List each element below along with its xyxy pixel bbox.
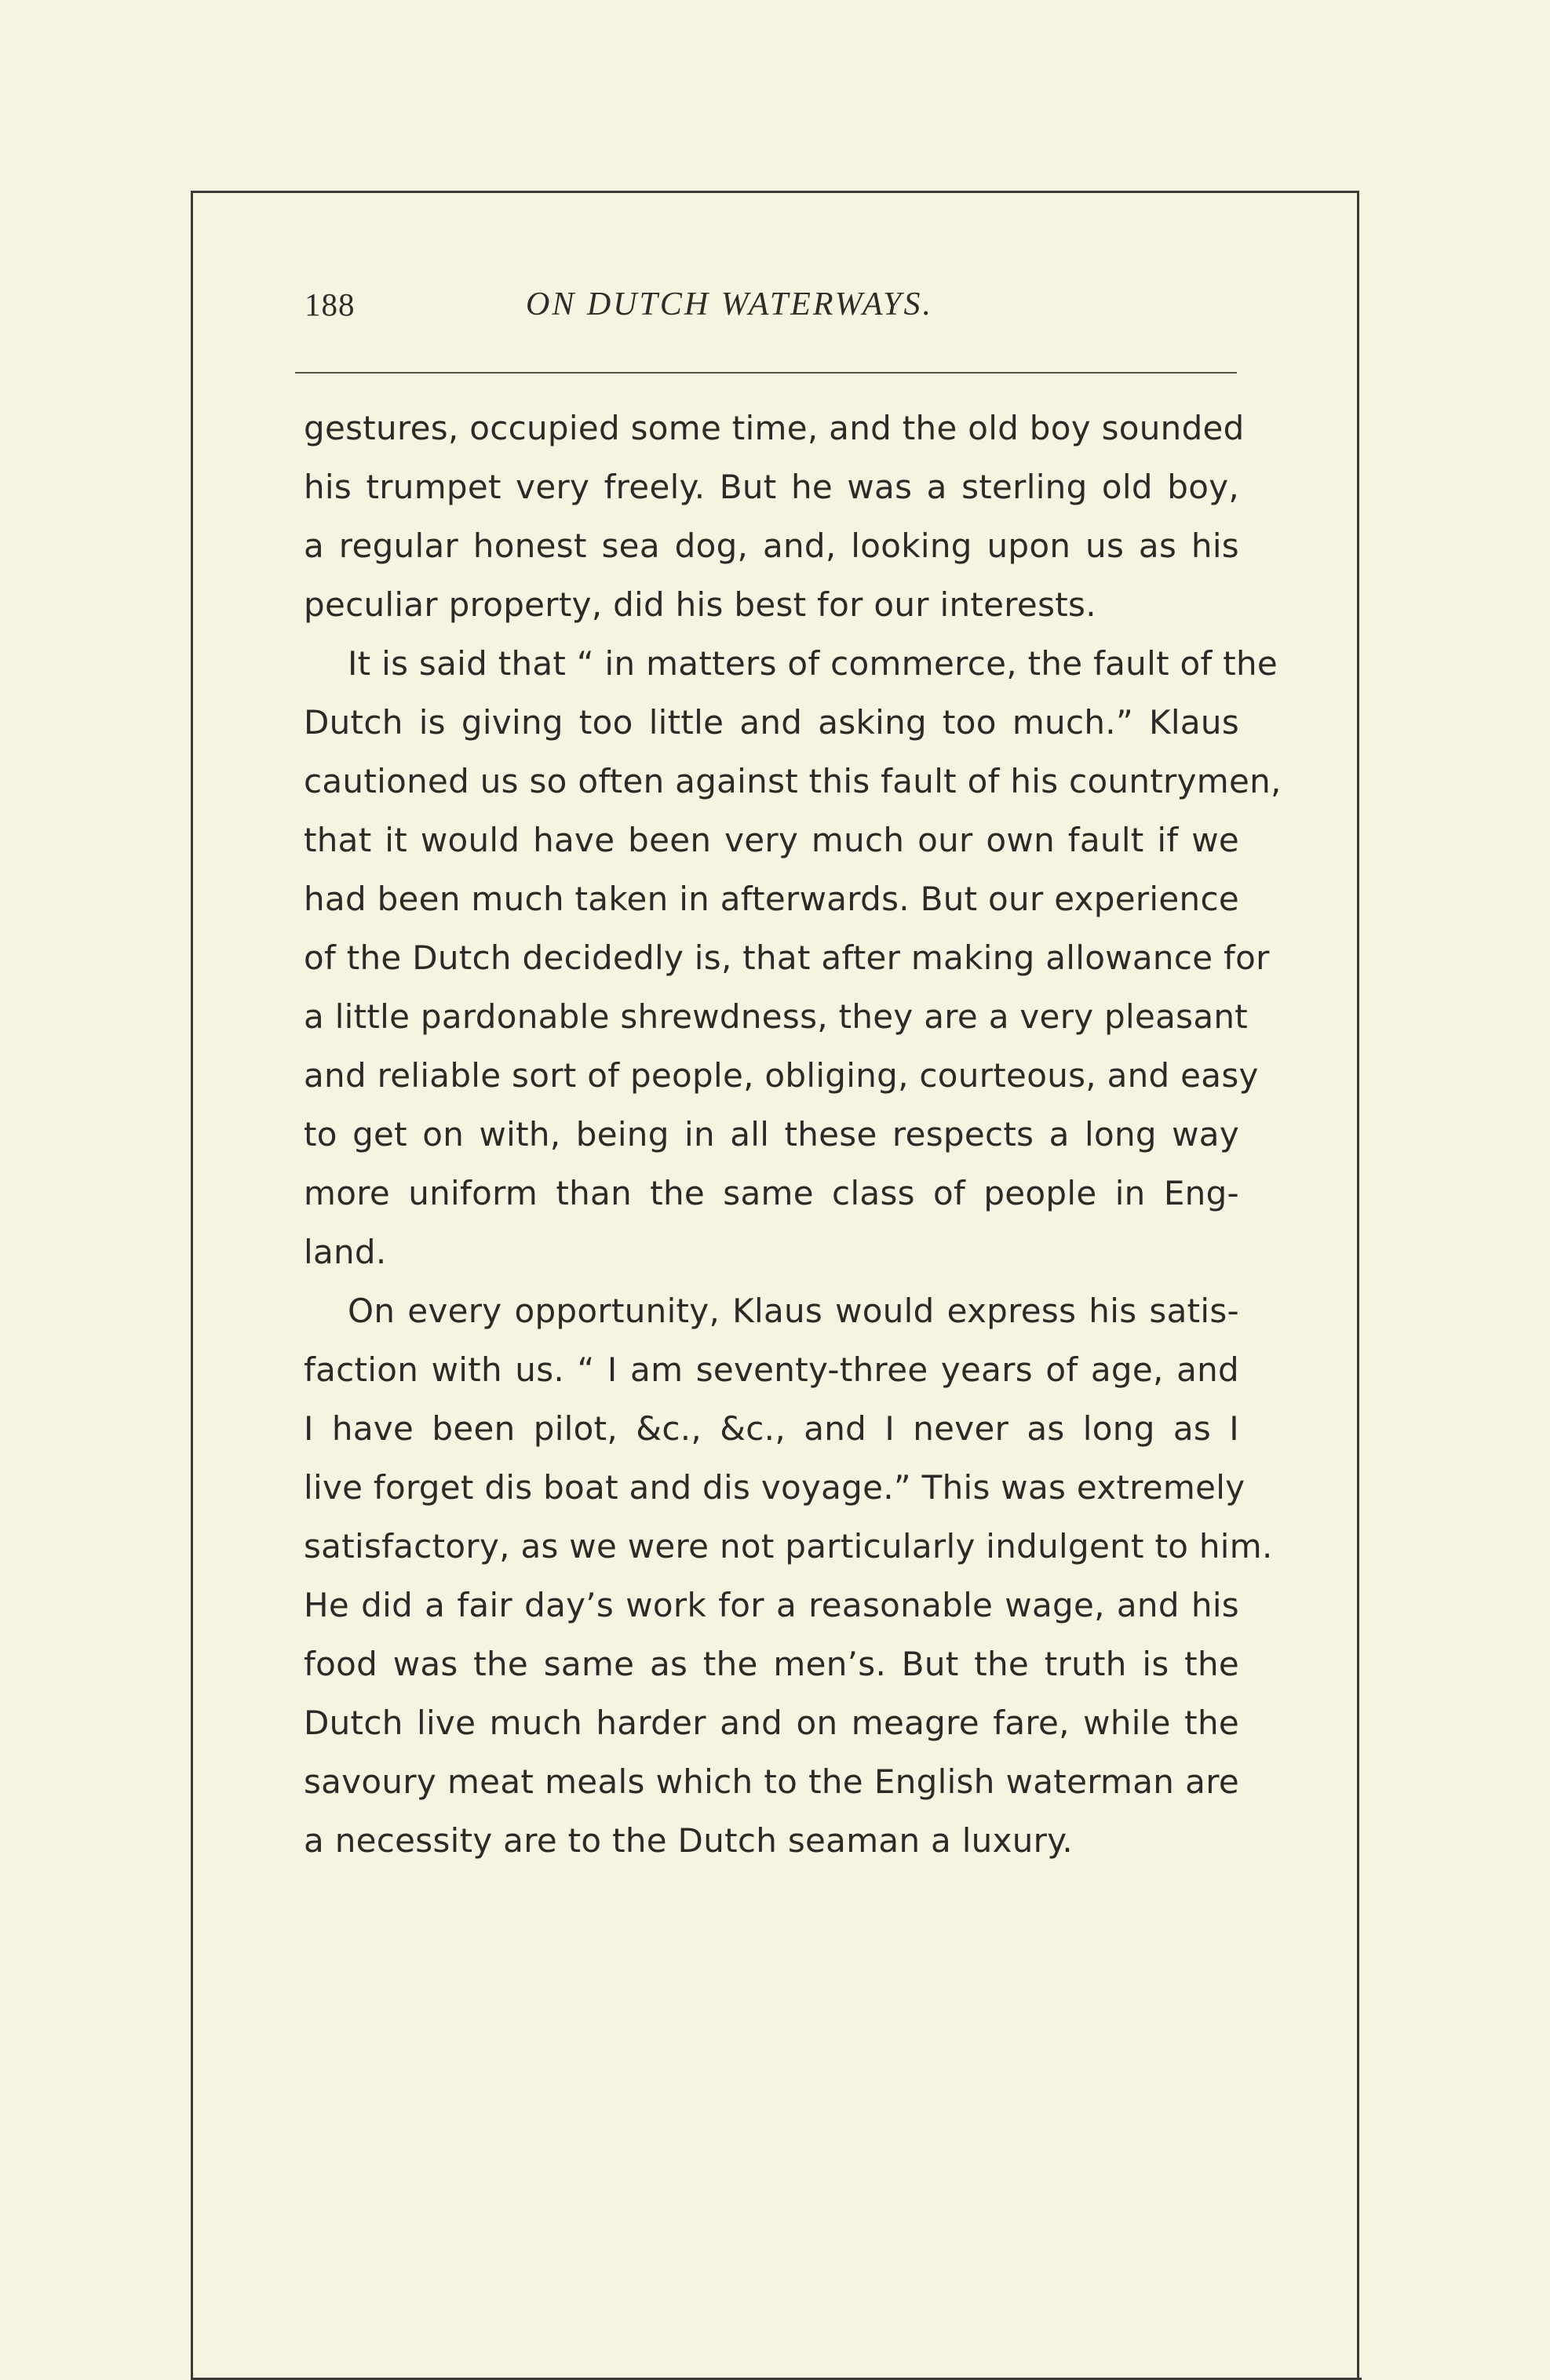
text-line: a necessity are to the Dutch seaman a luxury. [304, 1821, 1074, 1860]
paragraph [304, 399, 1245, 634]
page-number: 188 [305, 286, 356, 323]
text-line: a regular honest sea dog, and, looking upon us as his [304, 527, 1239, 565]
text-line: land. [304, 1233, 387, 1271]
text-line: Dutch live much harder and on meagre fare, while the [304, 1704, 1239, 1742]
text-line: that it would have been very much our own fault if we [304, 821, 1239, 859]
text-line: to get on with, being in all these respects a long way [304, 1115, 1239, 1154]
header-rule [295, 372, 1237, 374]
text-line: satisfactory, as we were not particularly indulgent to him. [304, 1527, 1273, 1565]
running-title: ON DUTCH WATERWAYS. [526, 286, 934, 323]
text-line: On every opportunity, Klaus would express his satis- [348, 1292, 1239, 1330]
body-text [304, 399, 1282, 1870]
text-line: more uniform than the same class of people in Eng- [304, 1174, 1239, 1212]
text-line: and reliable sort of people, obliging, courteous, and easy [304, 1056, 1259, 1095]
text-line: his trumpet very freely. But he was a sterling old boy, [304, 468, 1239, 506]
text-line: live forget dis boat and dis voyage.” This was extremely [304, 1468, 1245, 1507]
text-line: He did a fair day’s work for a reasonable wage, and his [304, 1586, 1239, 1624]
text-line: savoury meat meals which to the English waterman are [304, 1762, 1239, 1801]
text-line: gestures, occupied some time, and the old boy sounded [304, 409, 1245, 447]
text-line: It is said that “ in matters of commerce, the fault of the [348, 644, 1278, 683]
text-line: faction with us. “ I am seventy-three years of age, and [304, 1350, 1239, 1389]
paragraph [304, 634, 1282, 1281]
text-line: Dutch is giving too little and asking too much.” Klaus [304, 703, 1239, 742]
text-line: cautioned us so often against this fault of his countrymen, [304, 762, 1282, 800]
text-line: food was the same as the men’s. But the truth is the [304, 1645, 1239, 1683]
text-line: peculiar property, did his best for our interests. [304, 585, 1096, 624]
paragraph [304, 1281, 1273, 1870]
text-line: of the Dutch decidedly is, that after making allowance for [304, 939, 1270, 977]
text-line: a little pardonable shrewdness, they are a very pleasant [304, 997, 1249, 1036]
text-line: had been much taken in afterwards. But our experience [304, 880, 1239, 918]
text-line: I have been pilot, &c., &c., and I never as long as I [304, 1409, 1239, 1448]
page-header [305, 286, 1246, 333]
